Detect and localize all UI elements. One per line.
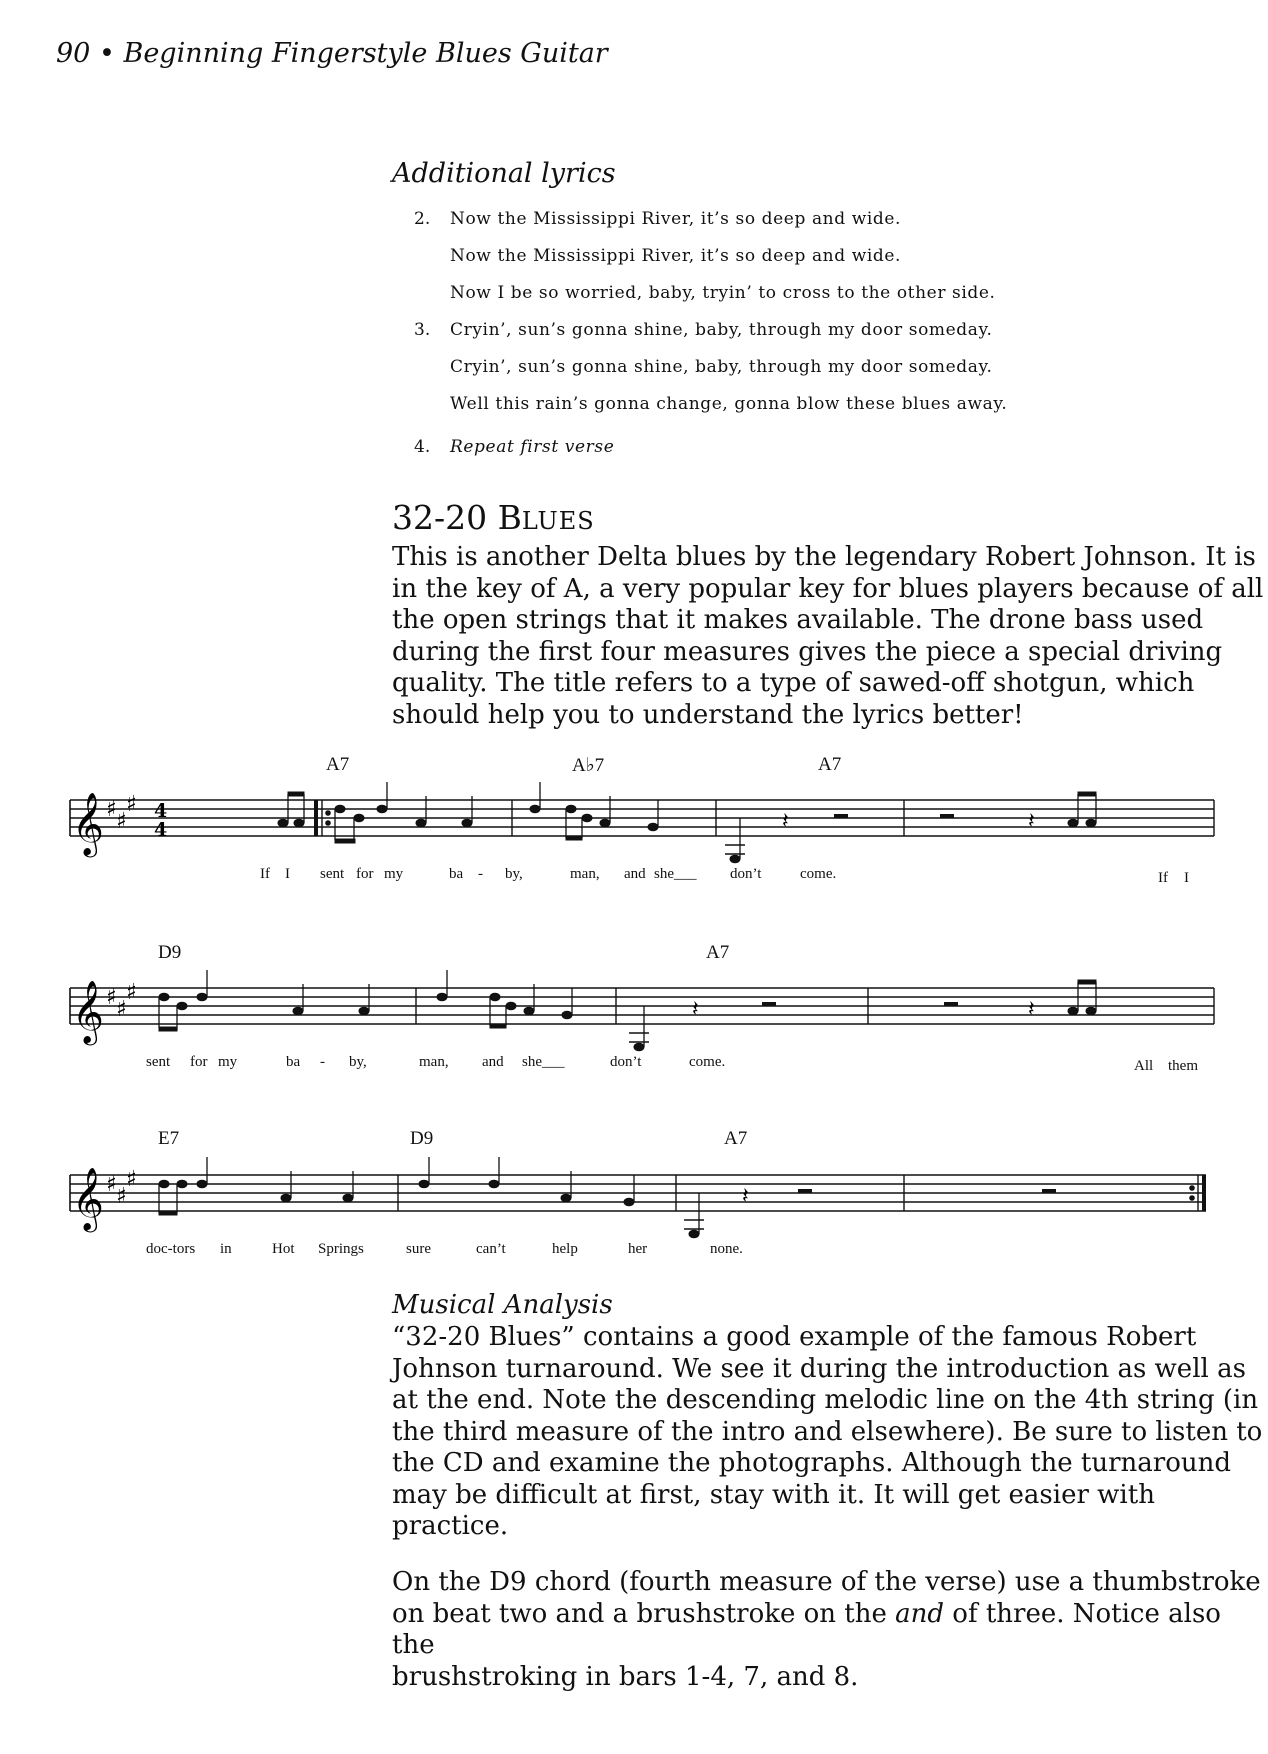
lyric-syllable: her: [628, 1241, 648, 1257]
page-number: 90: [56, 38, 91, 69]
lyric-syllable: she___: [522, 1054, 565, 1070]
analysis-paragraph-2: [392, 1567, 1268, 1693]
svg-text:𝄞: 𝄞: [72, 792, 104, 855]
measure-7-notes: [629, 1006, 649, 1051]
lyric-syllable: ba: [286, 1054, 301, 1070]
chord-symbol: A7: [818, 754, 842, 775]
time-signature: [154, 800, 167, 841]
header-bullet: •: [98, 38, 115, 69]
time-sig-top: 4: [154, 800, 168, 822]
svg-text:♯: ♯: [126, 1167, 137, 1192]
quarter-rest-icon: [1028, 809, 1035, 834]
lyric-syllable: man,: [570, 866, 600, 882]
half-rest: [944, 1002, 958, 1006]
key-signature-sharps: [106, 792, 137, 834]
svg-text:♯: ♯: [116, 1184, 127, 1209]
svg-text:♯: ♯: [126, 980, 137, 1005]
measure-6-notes: [437, 970, 572, 1028]
lyric-syllable: in: [220, 1241, 232, 1257]
time-sig-bottom: 4: [154, 819, 168, 841]
chord-symbol: A7: [724, 1128, 748, 1149]
verse-line: Cryin’, sun’s gonna shine, baby, through my door someday.: [450, 357, 993, 377]
half-rest: [940, 814, 954, 818]
lyric-syllable: If: [260, 866, 270, 882]
half-rest: [1042, 1189, 1056, 1193]
half-rest: [762, 1002, 776, 1006]
song-title-initial: B: [497, 498, 522, 537]
svg-text:♯: ♯: [126, 792, 137, 817]
lyric-syllable: ba: [449, 866, 464, 882]
analysis-heading: Musical Analysis: [392, 1290, 613, 1320]
svg-text:𝄞: 𝄞: [72, 1167, 104, 1230]
intro-line: the open strings that it makes available. The drone bass used: [392, 605, 1204, 635]
book-title: Beginning Fingerstyle Blues Guitar: [123, 38, 608, 69]
measure-1-notes: [335, 782, 472, 843]
svg-text:♯: ♯: [116, 809, 127, 834]
additional-lyrics-heading: Additional lyrics: [392, 158, 616, 189]
analysis-emphasis: and: [895, 1598, 945, 1629]
svg-text:𝄽: 𝄽: [1028, 997, 1035, 1022]
svg-text:♯: ♯: [106, 1172, 117, 1197]
svg-text:♯: ♯: [106, 797, 117, 822]
quarter-rest-icon: [782, 809, 789, 834]
lyric-syllable: can’t: [476, 1241, 506, 1257]
svg-text:𝄞: 𝄞: [72, 980, 104, 1043]
svg-text:𝄽: 𝄽: [742, 1184, 749, 1209]
analysis-text: of three. Notice also the: [392, 1598, 1221, 1660]
chord-symbol: A♭7: [572, 755, 605, 776]
half-rest: [798, 1189, 812, 1193]
lyric-syllable: and: [624, 866, 646, 882]
half-rest: [834, 814, 848, 818]
lyric-syllable: sure: [406, 1241, 431, 1257]
intro-line: should help you to understand the lyrics better!: [392, 699, 1024, 730]
lyric-syllable: -: [320, 1054, 325, 1070]
analysis-paragraph-1: [392, 1322, 1262, 1543]
svg-text:♯: ♯: [116, 997, 127, 1022]
lyric-syllable: for: [356, 866, 374, 882]
intro-line: quality. The title refers to a type of sawed-off shotgun, which: [392, 668, 1195, 698]
lyric-syllable: my: [384, 866, 404, 882]
analysis-line: On the D9 chord (fourth measure of the verse) use a thumbstroke: [392, 1567, 1261, 1597]
verse-number: 4.: [414, 437, 431, 457]
chord-symbol: A7: [706, 942, 730, 963]
measure-10-notes: [419, 1157, 634, 1206]
lyric-syllable: and: [482, 1054, 504, 1070]
analysis-line: brushstroking in bars 1-4, 7, and 8.: [392, 1661, 859, 1692]
analysis-line: the CD and examine the photographs. Although the turnaround: [392, 1448, 1232, 1478]
song-title: [392, 498, 595, 537]
svg-text:𝄽: 𝄽: [1028, 809, 1035, 834]
svg-text:♯: ♯: [106, 985, 117, 1010]
analysis-line: Johnson turnaround. We see it during the introduction as well as: [392, 1353, 1246, 1384]
verse-line: Now I be so worried, baby, tryin’ to cross to the other side.: [450, 283, 996, 303]
analysis-line: [392, 1599, 1268, 1662]
lyric-syllable: All: [1134, 1058, 1154, 1074]
chord-symbol: A7: [326, 754, 350, 775]
intro-line: This is another Delta blues by the legendary Robert Johnson. It is: [392, 542, 1256, 572]
lyric-syllable: sent: [146, 1054, 171, 1070]
treble-clef-icon: [72, 980, 104, 1046]
lyric-syllable: come.: [689, 1054, 726, 1070]
analysis-line: “32-20 Blues” contains a good example of the famous Robert: [392, 1322, 1197, 1352]
staff-system-3: [64, 1155, 1224, 1245]
lyric-syllable: come.: [800, 866, 837, 882]
quarter-rest-icon: [1028, 997, 1035, 1022]
lyric-syllable: man,: [419, 1054, 449, 1070]
verse-line: Well this rain’s gonna change, gonna blow these blues away.: [450, 394, 1008, 414]
measure-5-notes: [159, 970, 369, 1031]
lyric-syllable: Springs: [318, 1241, 364, 1257]
lyric-syllable: Hot: [272, 1241, 295, 1257]
lyric-syllable: none.: [710, 1241, 743, 1257]
treble-clef-icon: [72, 1167, 104, 1233]
treble-clef-icon: [72, 792, 104, 858]
chord-symbol: E7: [158, 1128, 180, 1149]
lyric-syllable: by,: [505, 866, 523, 882]
intro-paragraph: [392, 542, 1263, 731]
analysis-line: the third measure of the intro and elsewhere). Be sure to listen to: [392, 1416, 1263, 1447]
analysis-line: may be difficult at first, stay with it. It will get easier with: [392, 1479, 1155, 1510]
lyric-syllable: by,: [349, 1054, 367, 1070]
analysis-line: at the end. Note the descending melodic line on the 4th string (in: [392, 1385, 1259, 1415]
analysis-line: practice.: [392, 1511, 509, 1541]
lyric-syllable: doc-tors: [146, 1241, 196, 1257]
svg-text:𝄽: 𝄽: [782, 809, 789, 834]
intro-line: in the key of A, a very popular key for blues players because of all: [392, 573, 1264, 604]
song-title-rest: LUES: [521, 507, 595, 535]
lyric-syllable: for: [190, 1054, 208, 1070]
quarter-rest-icon: [692, 997, 699, 1022]
lyric-syllable: If: [1158, 870, 1168, 886]
lyric-syllable: help: [552, 1241, 578, 1257]
song-title-number: 32-20: [392, 498, 488, 537]
staff-system-1: [64, 780, 1224, 870]
lyric-syllable: them: [1168, 1058, 1198, 1074]
verse-number: 3.: [414, 320, 431, 340]
lyric-syllable: don’t: [610, 1054, 642, 1070]
svg-text:𝄽: 𝄽: [692, 997, 699, 1022]
lyric-syllable: -: [478, 866, 483, 882]
staff-system-2: [64, 968, 1224, 1058]
key-signature-sharps: [106, 980, 137, 1022]
intro-line: during the first four measures gives the piece a special driving: [392, 636, 1223, 667]
analysis-text: on beat two and a brushstroke on the: [392, 1598, 896, 1629]
chord-symbol: D9: [158, 942, 182, 963]
lyric-syllable: don’t: [730, 866, 762, 882]
running-header: [56, 38, 608, 69]
measure-11-notes: [684, 1193, 704, 1238]
lyric-syllable: my: [218, 1054, 238, 1070]
chord-symbol: D9: [410, 1128, 434, 1149]
verse-line: Cryin’, sun’s gonna shine, baby, through my door someday.: [450, 320, 993, 340]
measure-2-notes: [530, 782, 658, 840]
verse-line: Now the Mississippi River, it’s so deep and wide.: [450, 246, 902, 266]
verse-line: Now the Mississippi River, it’s so deep and wide.: [450, 209, 902, 229]
lyric-syllable: I: [1184, 870, 1189, 886]
lyric-syllable: sent: [320, 866, 345, 882]
lyric-syllable: she___: [654, 866, 697, 882]
quarter-rest-icon: [742, 1184, 749, 1209]
verse-number: 2.: [414, 209, 431, 229]
measure-9-notes: [159, 1157, 353, 1215]
measure-3-notes: [725, 818, 745, 863]
verse-line: Repeat first verse: [450, 437, 615, 457]
lyric-syllable: I: [285, 866, 290, 882]
